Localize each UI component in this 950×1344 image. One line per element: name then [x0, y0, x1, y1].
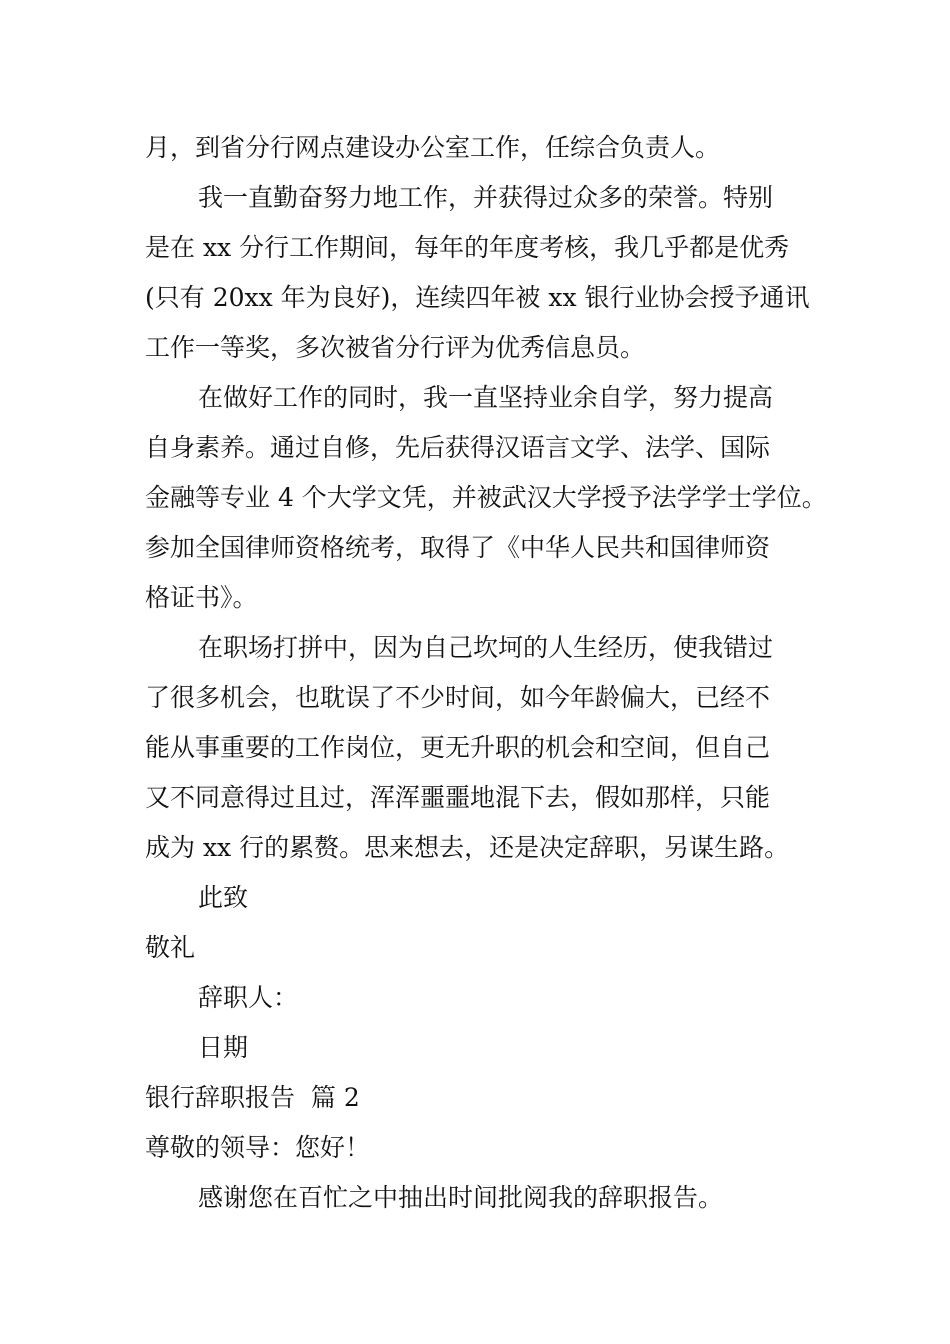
paragraph-first-line: 在职场打拼中，因为自己坎坷的人生经历，使我错过	[198, 633, 774, 662]
section-heading: 银行辞职报告 篇 2	[145, 1083, 360, 1112]
paragraph-first-line: 在做好工作的同时，我一直坚持业余自学，努力提高	[198, 383, 774, 412]
text-line: 又不同意得过且过，浑浑噩噩地混下去，假如那样，只能	[145, 783, 771, 812]
signature-label: 辞职人：	[198, 983, 299, 1012]
text-line: 月，到省分行网点建设办公室工作，任综合负责人。	[145, 133, 721, 162]
text-line: 金融等专业 4 个大学文凭，并被武汉大学授予法学学士学位。	[145, 483, 827, 512]
paragraph-first-line: 我一直勤奋努力地工作，并获得过众多的荣誉。特别	[198, 183, 774, 212]
document-body	[145, 123, 827, 1223]
text-line: 能从事重要的工作岗位，更无升职的机会和空间，但自己	[145, 733, 771, 762]
text-line: (只有 20xx 年为良好)，连续四年被 xx 银行业协会授予通讯	[145, 283, 810, 312]
text-line: 格证书》。	[145, 583, 258, 612]
letter-greeting: 尊敬的领导：您好！	[145, 1133, 371, 1162]
text-line: 了很多机会，也耽误了不少时间，如今年龄偏大，已经不	[145, 683, 771, 712]
closing-phrase: 此致	[198, 883, 249, 912]
text-line: 是在 xx 分行工作期间，每年的年度考核，我几乎都是优秀	[145, 233, 790, 262]
salutation-closing: 敬礼	[145, 933, 196, 962]
paragraph-first-line: 感谢您在百忙之中抽出时间批阅我的辞职报告。	[198, 1183, 724, 1212]
text-line: 工作一等奖，多次被省分行评为优秀信息员。	[145, 333, 646, 362]
date-label: 日期	[198, 1033, 249, 1062]
text-line: 参加全国律师资格统考，取得了《中华人民共和国律师资	[145, 533, 771, 562]
text-line: 成为 xx 行的累赘。思来想去，还是决定辞职，另谋生路。	[145, 833, 790, 862]
text-line: 自身素养。通过自修，先后获得汉语言文学、法学、国际	[145, 433, 771, 462]
